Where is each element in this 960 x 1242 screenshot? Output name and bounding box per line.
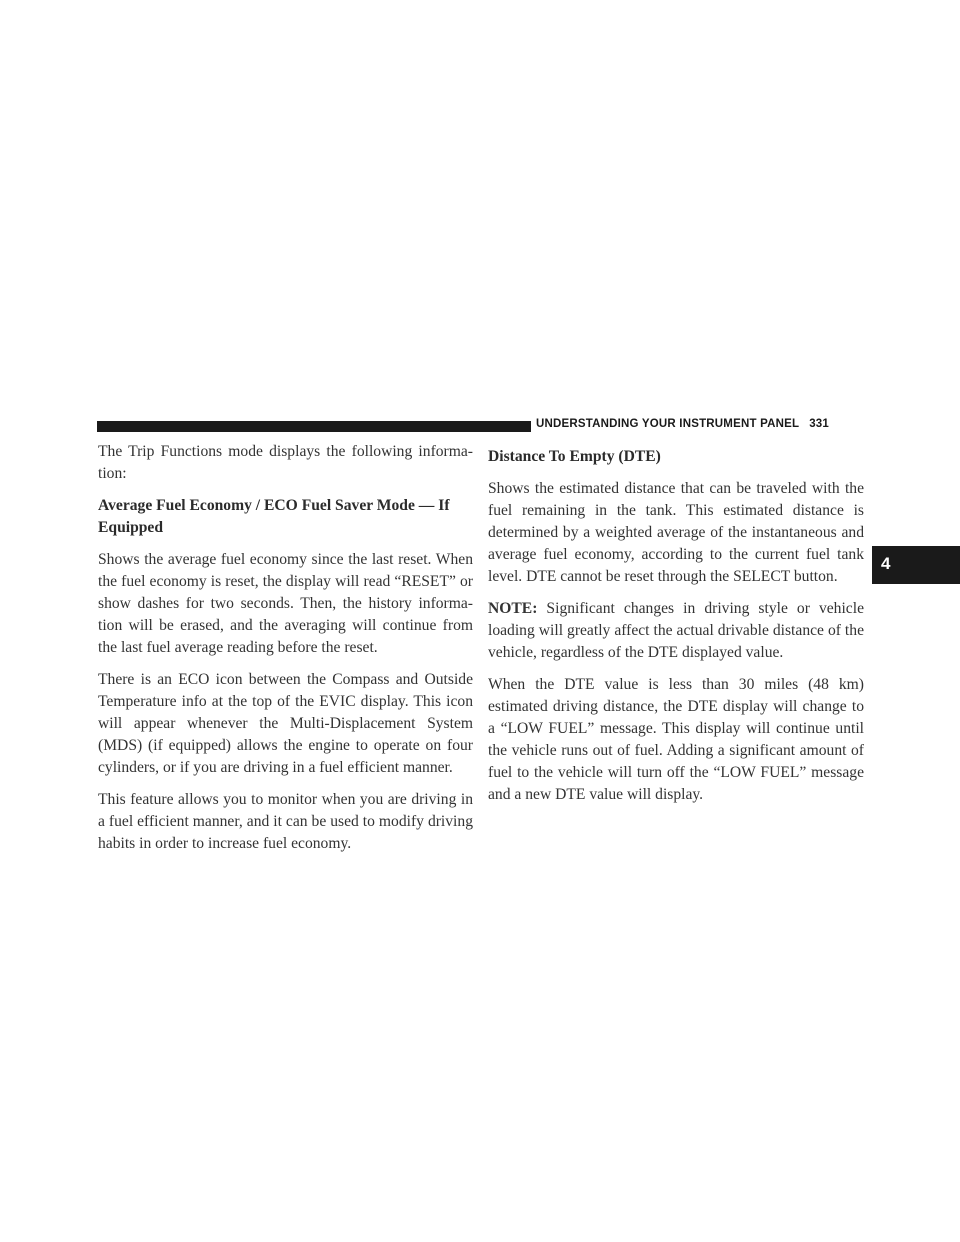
- running-header: [536, 418, 829, 430]
- section-heading-dte: Distance To Empty (DTE): [488, 448, 661, 465]
- page-number: 331: [809, 418, 829, 430]
- paragraph-dte-description: Shows the estimated distance that can be traveled with the fuel remaining in the tank. This estimated distance is determined by a weighted average of the instantaneous and average fuel economy, according to the current fuel tank level. DTE cannot be reset through the SELECT button.: [488, 480, 864, 585]
- header-title: UNDERSTANDING YOUR INSTRUMENT PANEL: [536, 418, 800, 430]
- chapter-tab: [872, 546, 960, 584]
- paragraph-average-fuel-economy: Shows the average fuel economy since the last reset. When the fuel economy is reset, the display will read “RESET” or show dashes for two seconds. Then, the history informa-tion will be erased, and the averaging will continue from the last fuel average reading before the reset.: [98, 551, 473, 656]
- section-heading-average-fuel-economy: Average Fuel Economy / ECO Fuel Saver Mode — If Equipped: [98, 497, 450, 536]
- paragraph-eco-icon: There is an ECO icon between the Compass and Outside Temperature info at the top of the EVIC display. This icon will appear whenever the Multi-Displacement System (MDS) (if equipped) allows the engine to operate on four cylinders, or if you are driving in a fuel efficient manner.: [98, 671, 473, 776]
- right-column: [488, 446, 864, 816]
- header-rule: [97, 421, 531, 432]
- chapter-number: 4: [881, 554, 891, 573]
- note-paragraph: [488, 598, 864, 664]
- intro-paragraph: The Trip Functions mode displays the following informa-tion:: [98, 443, 473, 482]
- paragraph-fuel-efficient: This feature allows you to monitor when you are driving in a fuel efficient manner, and it can be used to modify driving habits in order to increase fuel economy.: [98, 791, 473, 852]
- note-label: NOTE:: [488, 600, 538, 617]
- paragraph-low-fuel: When the DTE value is less than 30 miles (48 km) estimated driving distance, the DTE display will change to a “LOW FUEL” message. This display will continue until the vehicle runs out of fuel. Adding a significant amount of fuel to the vehicle will turn off the “LOW FUEL” message and a new DTE value will display.: [488, 676, 864, 803]
- left-column: [98, 441, 473, 865]
- note-text: Significant changes in driving style or vehicle loading will greatly affect the actual drivable distance of the vehicle, regardless of the DTE displayed value.: [488, 600, 864, 661]
